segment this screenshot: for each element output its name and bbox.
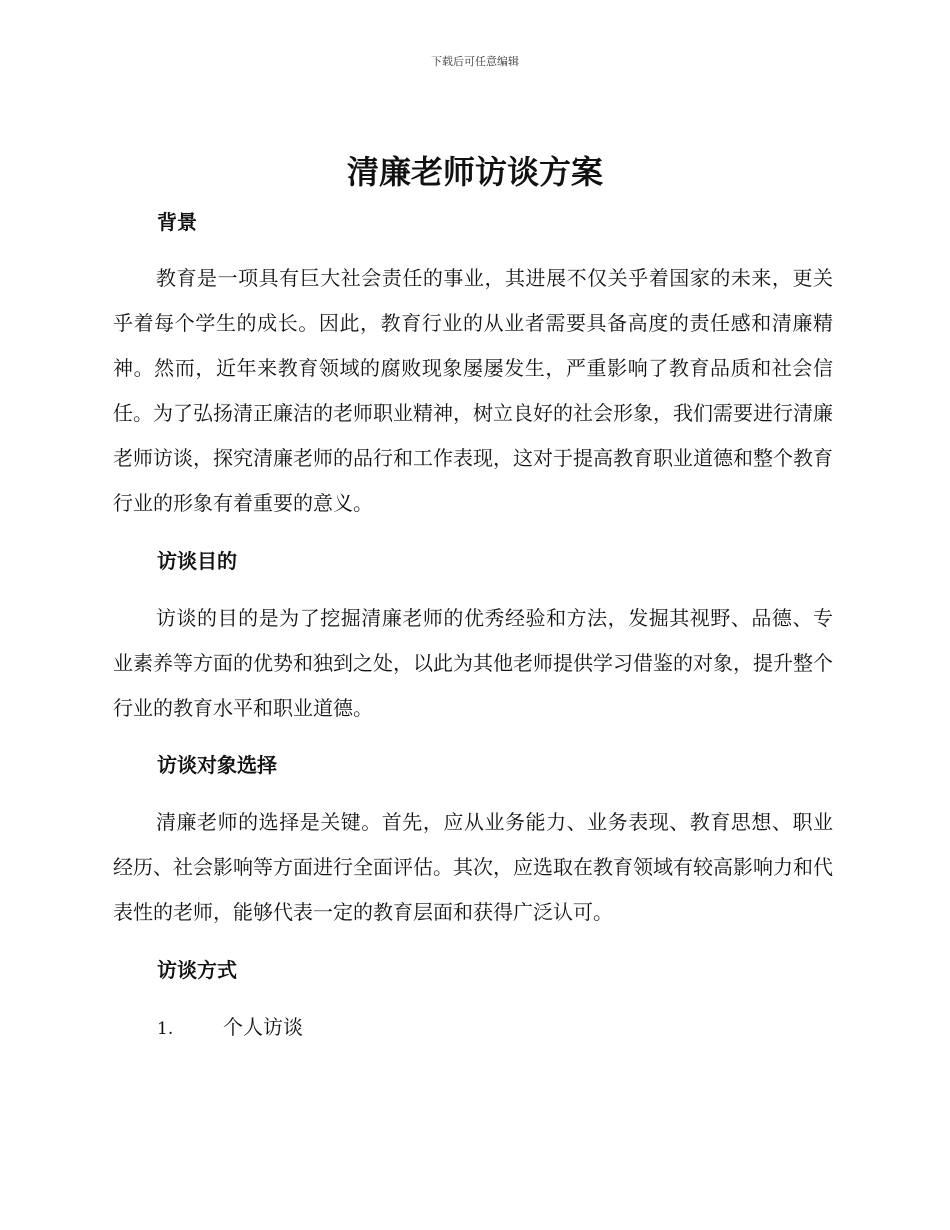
section-heading-method: 访谈方式 (157, 958, 237, 982)
list-item-number: 1. (157, 1019, 174, 1039)
list-item-text: 个人访谈 (223, 1015, 303, 1039)
document-title: 清廉老师访谈方案 (346, 153, 603, 191)
section-paragraph-selection: 清廉老师的选择是关键。首先，应从业务能力、业务表现、教育思想、职业经历、社会影响等方面进行全面评估。其次，应选取在教育领域有较高影响力和代表性的老师，能够代表一定的教育层面和获得广泛认可。 (113, 810, 833, 924)
section-paragraph-background: 教育是一项具有巨大社会责任的事业，其进展不仅关乎着国家的未来，更关乎着每个学生的成长。因此，教育行业的从业者需要具备高度的责任感和清廉精神。然而，近年来教育领域的腐败现象屡屡发生，严重影响了教育品质和社会信任。为了弘扬清正廉洁的老师职业精神，树立良好的社会形象，我们需要进行清廉老师访谈，探究清廉老师的品行和工作表现，这对于提高教育职业道德和整个教育行业的形象有着重要的意义。 (113, 266, 833, 515)
section-paragraph-purpose: 访谈的目的是为了挖掘清廉老师的优秀经验和方法，发掘其视野、品德、专业素养等方面的优势和独到之处，以此为其他老师提供学习借鉴的对象，提升整个行业的教育水平和职业道德。 (113, 606, 833, 720)
list-item (157, 1012, 303, 1044)
section-heading-purpose: 访谈目的 (157, 549, 237, 573)
header-note: 下载后可任意编辑 (431, 55, 519, 68)
section-heading-selection: 访谈对象选择 (157, 753, 277, 777)
section-heading-background: 背景 (157, 210, 197, 234)
